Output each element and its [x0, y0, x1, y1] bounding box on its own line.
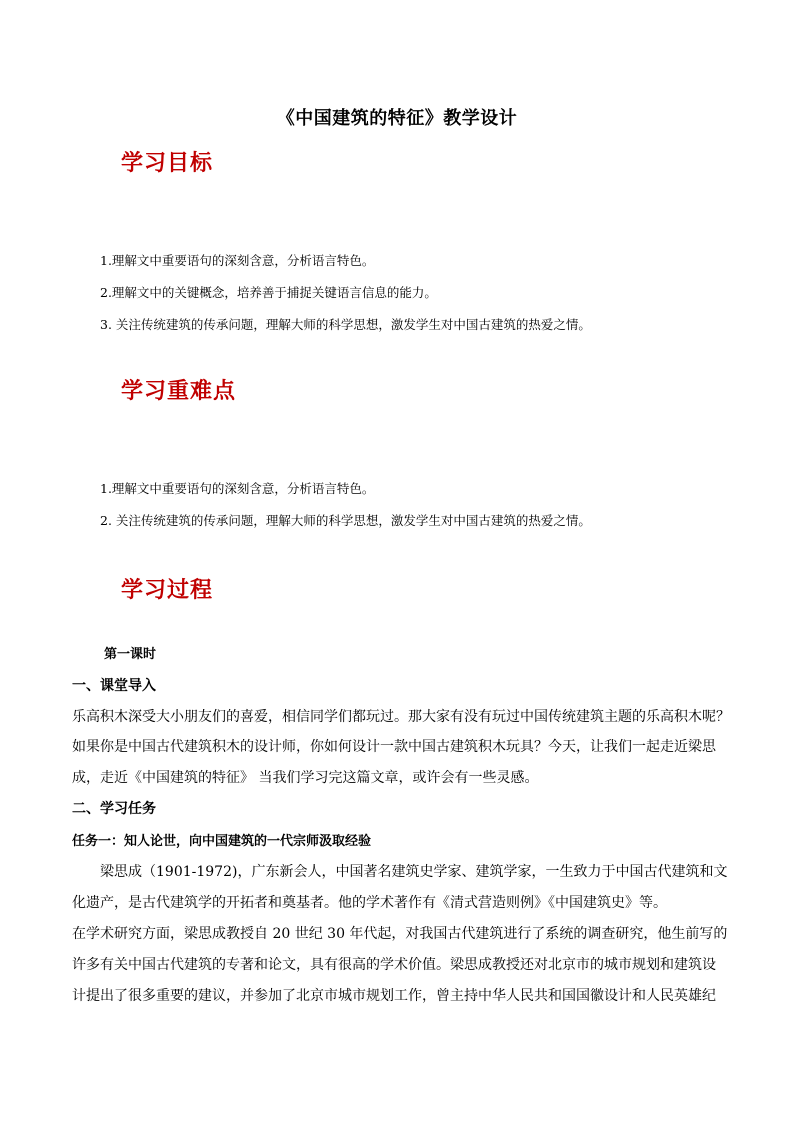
- objective-item-2: 2.理解文中的关键概念，培养善于捕捉关键语言信息的能力。: [100, 285, 437, 300]
- intro-heading: 一、课堂导入: [72, 678, 156, 694]
- document-title: 《中国建筑的特征》教学设计: [276, 108, 518, 129]
- objectives-heading: 学习目标: [121, 150, 214, 176]
- objective-item-1: 1.理解文中重要语句的深刻含意，分析语言特色。: [100, 253, 375, 268]
- key-point-item-2: 2. 关注传统建筑的传承问题，理解大师的科学思想，激发学生对中国古建筑的热爱之情。: [100, 513, 591, 528]
- tasks-heading: 二、学习任务: [72, 801, 156, 817]
- task1-line: 在学术研究方面，梁思成教授自 20 世纪 30 年代起，对我国古代建筑进行了系统的调查研究，他生前写的: [72, 926, 728, 942]
- key-points-heading: 学习重难点: [121, 378, 237, 404]
- task1-line: 计提出了很多重要的建议，并参加了北京市城市规划工作，曾主持中华人民共和国国徽设计和人民英雄纪: [72, 988, 716, 1004]
- task1-line: 许多有关中国古代建筑的专著和论文，具有很高的学术价值。梁思成教授还对北京市的城市规划和建筑设: [72, 957, 716, 973]
- process-heading: 学习过程: [121, 577, 214, 603]
- intro-line: 乐高积木深受大小朋友们的喜爱，相信同学们都玩过。那大家有没有玩过中国传统建筑主题的乐高积木呢？: [72, 709, 730, 725]
- intro-line: 如果你是中国古代建筑积木的设计师，你如何设计一款中国古建筑积木玩具？今天，让我们一起走近梁思: [72, 739, 716, 755]
- lesson-label: 第一课时: [104, 647, 157, 662]
- task1-line: 化遗产，是古代建筑学的开拓者和奠基者。他的学术著作有《清式营造则例》《中国建筑史》等。: [72, 895, 667, 911]
- task1-line: 梁思成（1901-1972)，广东新会人，中国著名建筑史学家、建筑学家，一生致力于中国古代建筑和文: [100, 864, 728, 880]
- key-point-item-1: 1.理解文中重要语句的深刻含意，分析语言特色。: [100, 481, 375, 496]
- task1-heading: 任务一：知人论世，向中国建筑的一代宗师汲取经验: [72, 834, 372, 849]
- intro-line: 成，走近《中国建筑的特征》 当我们学习完这篇文章，或许会有一些灵感。: [72, 770, 539, 786]
- objective-item-3: 3. 关注传统建筑的传承问题，理解大师的科学思想，激发学生对中国古建筑的热爱之情。: [100, 317, 591, 332]
